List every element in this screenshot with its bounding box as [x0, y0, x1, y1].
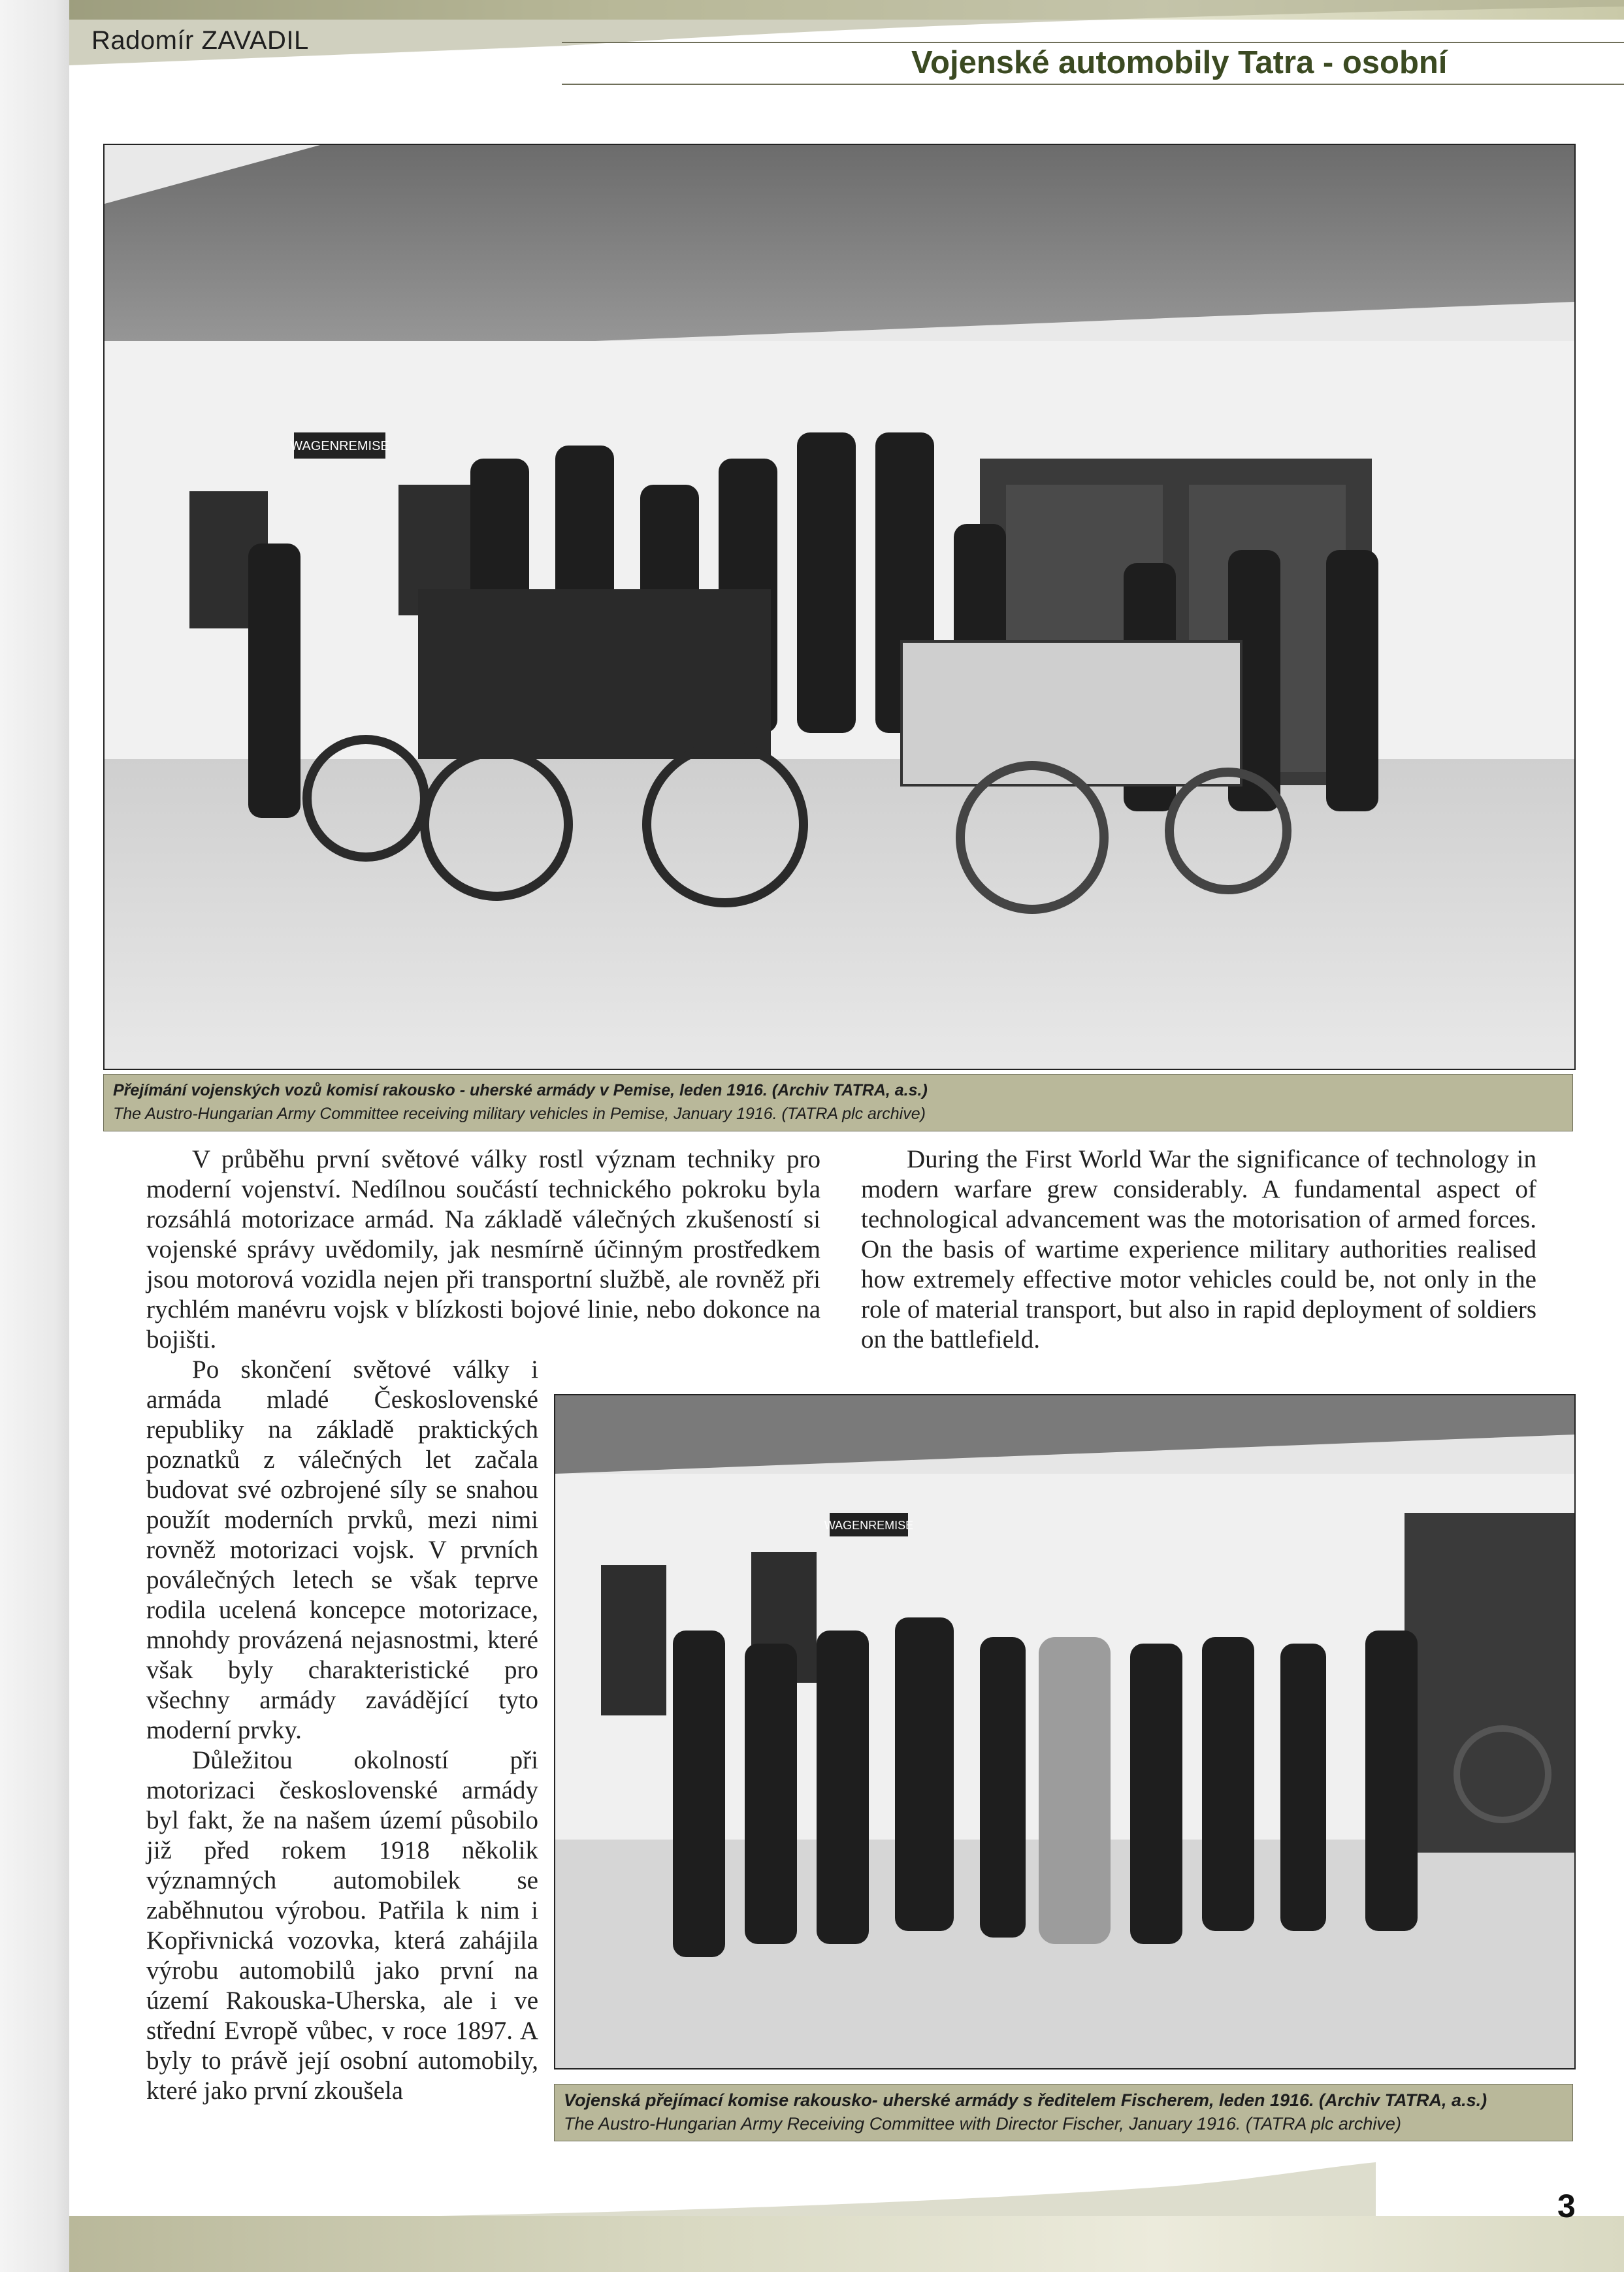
photo-1-caption-czech: Přejímání vojenských vozů komisí rakousko - uherské armády v Pemise, leden 1916. (Archiv TATRA, a.s.) [113, 1081, 928, 1099]
header-rule-bottom [562, 84, 1624, 85]
wagenremise-sign-2: WAGENREMISE [824, 1519, 914, 1532]
photo-2-caption [554, 2084, 1573, 2141]
section-title: Vojenské automobily Tatra - osobní [911, 45, 1448, 80]
photo-vehicles-committee [103, 144, 1576, 1070]
czech-paragraph-1: V průběhu první světové války rostl význam techniky pro moderní vojenství. Nedílnou součástí technického pokroku byla rozsáhlá motorizace armád. Na základě válečných zkušeností si vojenské správy uvědomily, jak nesmírně účinným prostředkem jsou motorová vozidla nejen při transportní službě, ale rovněž při rychlém manévru vojsk v blízkosti bojové linie, nebo dokonce na bojišti. [146, 1145, 820, 1354]
photo-2-caption-english: The Austro-Hungarian Army Receiving Committee with Director Fischer, January 1916. (TATRA plc archive) [564, 2114, 1401, 2134]
czech-intro-paragraph [146, 1144, 820, 1355]
photo-2-caption-czech: Vojenská přejímací komise rakousko- uherské armády s ředitelem Fischerem, leden 1916. (Archiv TATRA, a.s.) [564, 2090, 1487, 2110]
photo-committee-with-director [554, 1394, 1576, 2069]
photo-1-illustration [105, 145, 1574, 1069]
photo-1-caption [103, 1074, 1573, 1131]
english-intro-paragraph [861, 1144, 1536, 1355]
page-margin-strip [0, 0, 69, 2272]
footer-band [69, 2216, 1624, 2272]
page-number: 3 [1557, 2188, 1576, 2224]
czech-paragraph-2: Po skončení světové války i armáda mladé Československé republiky na základě praktických poznatků z válečných let začala budovat své ozbrojené síly se snahou použít moderních prvků, mezi nimi rovněž motorizaci vojsk. V prvních poválečných letech se však teprve rodila ucelená koncepce motorizace, mnohdy provázená nejasnostmi, které však byly charakteristické pro všechny armády zavádějící tyto moderní prvky. [146, 1355, 538, 1744]
czech-narrow-column [146, 1355, 538, 2106]
czech-paragraph-3: Důležitou okolností při motorizaci československé armády byl fakt, že na našem území působilo již před rokem 1918 několik významných automobilek se zaběhnutou výrobou. Patřila k nim i Kopřivnická vozovka, která zahájila výrobu automobilů jako první na území Rakouska-Uherska, ale i ve střední Evropě vůbec, v roce 1897. A byly to právě její osobní automobily, které jako první zkoušela [146, 1746, 538, 2105]
english-paragraph-1: During the First World War the significance of technology in modern warfare grew considerably. A fundamental aspect of technological advancement was the motorisation of armed forces. On the basis of wartime experience military authorities realised how extremely effective motor vehicles could be, not only in the role of material transport, but also in rapid deployment of soldiers on the battlefield. [861, 1145, 1536, 1354]
wagenremise-sign: WAGENREMISE [290, 439, 389, 453]
author-name: Radomír ZAVADIL [91, 26, 309, 55]
photo-1-caption-english: The Austro-Hungarian Army Committee receiving military vehicles in Pemise, January 1916. (TATRA plc archive) [113, 1105, 926, 1123]
header-rule-top [562, 42, 1624, 43]
photo-2-illustration [555, 1395, 1574, 2068]
